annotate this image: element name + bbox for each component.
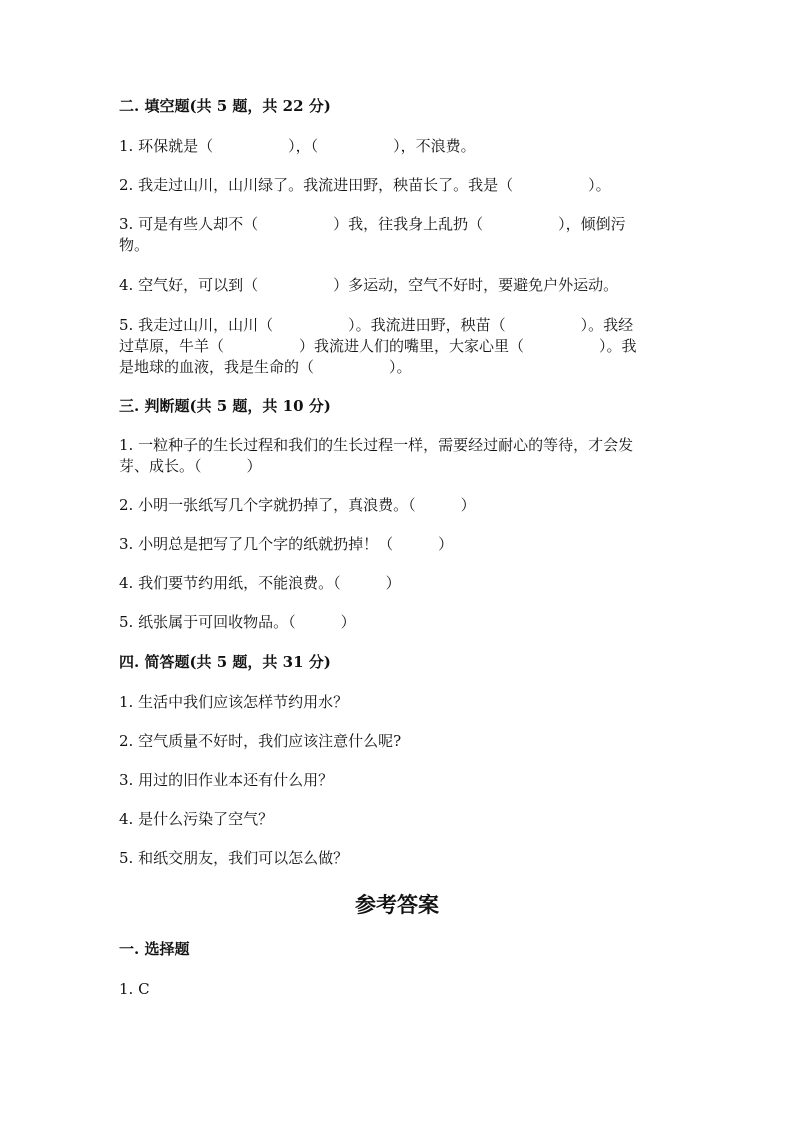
short-question-5: 5. 和纸交朋友，我们可以怎么做？ [119,849,349,867]
section-heading-short-answer: 四. 简答题(共 5 题，共 31 分) [119,653,331,671]
fill-question-1: 1. 环保就是（ ），（ ），不浪费。 [119,137,476,155]
short-question-3: 3. 用过的旧作业本还有什么用？ [119,771,334,789]
section-heading-fill-in: 二. 填空题(共 5 题，共 22 分) [119,97,331,115]
judge-question-3: 3. 小明总是把写了几个字的纸就扔掉！（ ） [119,535,454,553]
judge-question-1-line-2: 芽、成长。（ ） [119,457,262,475]
short-question-4: 4. 是什么污染了空气？ [119,810,274,828]
judge-question-4: 4. 我们要节约用纸，不能浪费。（ ） [119,574,401,592]
fill-question-5-line-3: 是地球的血液，我是生命的（ ）。 [119,358,412,376]
fill-question-4: 4. 空气好，可以到（ ）多运动，空气不好时，要避免户外运动。 [119,276,619,294]
fill-question-3-line-2: 物。 [119,236,150,254]
short-question-1: 1. 生活中我们应该怎样节约用水？ [119,693,349,711]
judge-question-1-line-1: 1. 一粒种子的生长过程和我们的生长过程一样，需要经过耐心的等待，才会发 [119,436,634,454]
fill-question-3-line-1: 3. 可是有些人却不（ ）我，往我身上乱扔（ ），倾倒污 [119,215,626,233]
judge-question-5: 5. 纸张属于可回收物品。（ ） [119,613,356,631]
answer-section-heading-choice: 一. 选择题 [119,940,190,958]
fill-question-2: 2. 我走过山川，山川绿了。我流进田野，秧苗长了。我是（ ）。 [119,176,611,194]
answer-key-title: 参考答案 [355,892,439,917]
answer-1: 1. C [119,980,150,998]
fill-question-5-line-1: 5. 我走过山川，山川（ ）。我流进田野，秧苗（ ）。我经 [119,316,634,334]
fill-question-5-line-2: 过草原，牛羊（ ）我流进人们的嘴里，大家心里（ ）。我 [119,337,637,355]
short-question-2: 2. 空气质量不好时，我们应该注意什么呢? [119,732,402,750]
judge-question-2: 2. 小明一张纸写几个字就扔掉了，真浪费。（ ） [119,496,476,514]
section-heading-true-false: 三. 判断题(共 5 题，共 10 分) [119,397,331,415]
